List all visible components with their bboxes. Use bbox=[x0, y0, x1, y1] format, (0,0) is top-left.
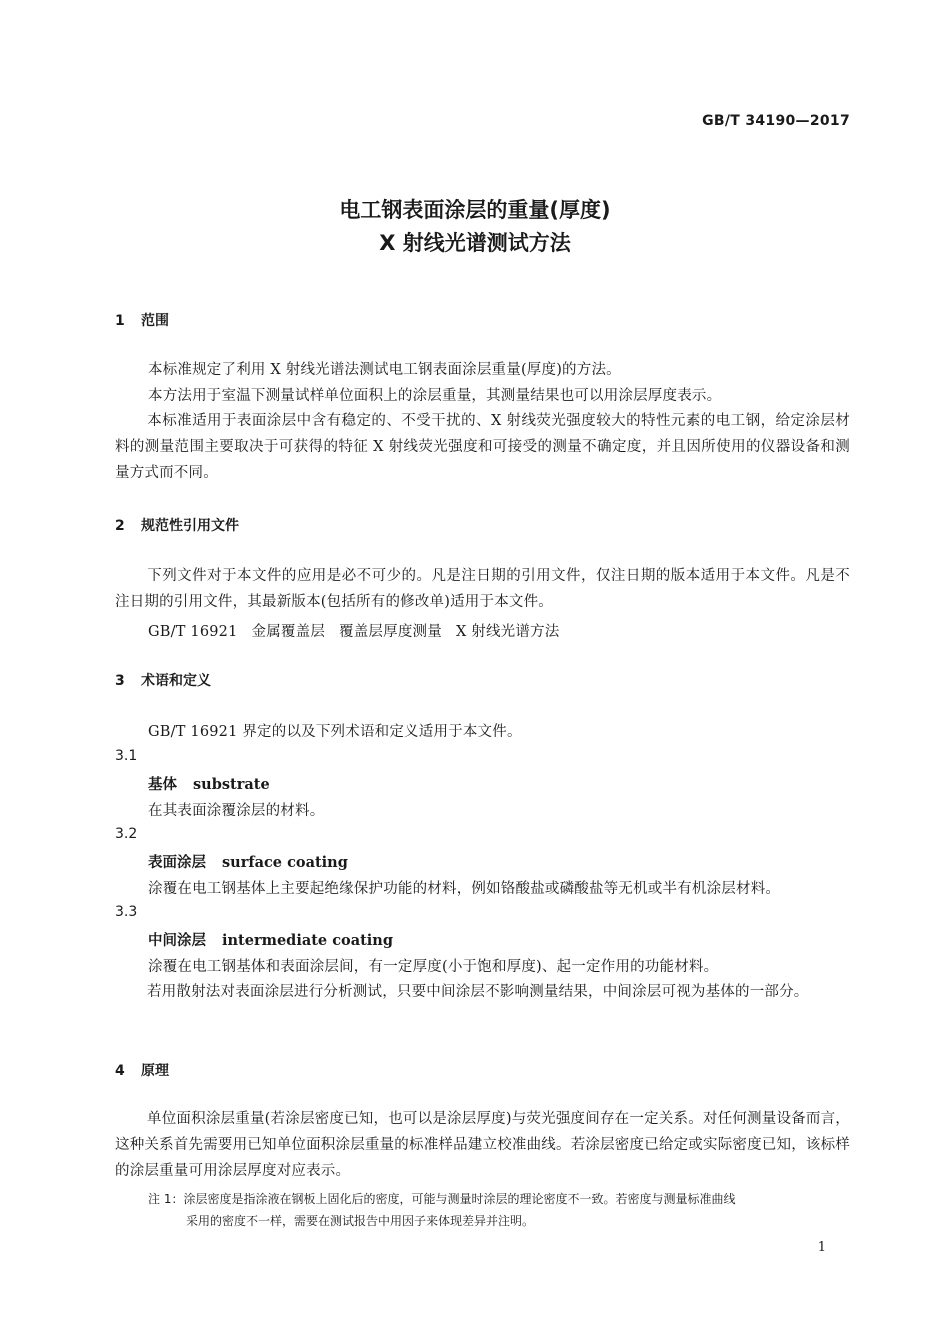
note-label: 注 1： bbox=[148, 1192, 184, 1206]
terms-intro: GB/T 16921 界定的以及下列术语和定义适用于本文件。 bbox=[148, 724, 522, 740]
normative-references-paragraph bbox=[115, 563, 850, 615]
term-1-english: substrate bbox=[193, 776, 270, 793]
section-4-heading bbox=[115, 1060, 169, 1080]
term-1-definition: 在其表面涂覆涂层的材料。 bbox=[148, 803, 325, 819]
term-3-note-text: 若用散射法对表面涂层进行分析测试，只要中间涂层不影响测量结果，中间涂层可视为基体的一部分。 bbox=[147, 984, 809, 1000]
term-3-note bbox=[115, 979, 850, 1005]
reference-entry bbox=[148, 620, 559, 641]
section-title: 规范性引用文件 bbox=[141, 518, 239, 534]
section-number: 4 bbox=[115, 1063, 125, 1079]
reference-title-a: 金属覆盖层 bbox=[251, 624, 326, 640]
term-2-english: surface coating bbox=[222, 854, 348, 871]
section-3-heading bbox=[115, 670, 211, 690]
term-3-definition: 涂覆在电工钢基体和表面涂层间，有一定厚度(小于饱和厚度)、起一定作用的功能材料。 bbox=[148, 959, 719, 975]
term-2 bbox=[148, 851, 348, 872]
scope-paragraph-2: 本方法用于室温下测量试样单位面积上的涂层重量，其测量结果也可以用涂层厚度表示。 bbox=[148, 388, 722, 404]
term-2-definition: 涂覆在电工钢基体上主要起绝缘保护功能的材料，例如铬酸盐或磷酸盐等无机或半有机涂层材料。 bbox=[148, 881, 781, 897]
section-number: 2 bbox=[115, 518, 125, 534]
term-1-number: 3.1 bbox=[115, 748, 138, 764]
term-1-chinese: 基体 bbox=[148, 777, 177, 793]
term-2-number: 3.2 bbox=[115, 826, 138, 842]
principle-paragraph bbox=[115, 1106, 850, 1184]
reference-code: GB/T 16921 bbox=[148, 624, 238, 640]
note-line-2: 采用的密度不一样，需要在测试报告中用因子来体现差异并注明。 bbox=[186, 1214, 535, 1228]
title-line-2: X 射线光谱测试方法 bbox=[379, 231, 571, 255]
section-2-heading bbox=[115, 515, 239, 535]
section-title: 术语和定义 bbox=[141, 673, 211, 689]
section-number: 1 bbox=[115, 313, 125, 329]
section-title: 原理 bbox=[141, 1063, 169, 1079]
scope-paragraph-3 bbox=[115, 408, 850, 486]
page-number: 1 bbox=[817, 1240, 826, 1255]
note-1 bbox=[148, 1188, 851, 1232]
term-2-chinese: 表面涂层 bbox=[148, 855, 206, 871]
standard-number: GB/T 34190—2017 bbox=[702, 113, 850, 129]
term-3-chinese: 中间涂层 bbox=[148, 933, 206, 949]
principle-text: 单位面积涂层重量(若涂层密度已知，也可以是涂层厚度)与荧光强度间存在一定关系。对任何测量设备而言，这种关系首先需要用已知单位面积涂层重量的标准样品建立校准曲线。若涂层密度已给定或实际密度已知，该标样的涂层重量可用涂层厚度对应表示。 bbox=[115, 1111, 850, 1179]
title-line-1: 电工钢表面涂层的重量(厚度) bbox=[339, 198, 611, 222]
section-number: 3 bbox=[115, 673, 125, 689]
scope-paragraph-1: 本标准规定了利用 X 射线光谱法测试电工钢表面涂层重量(厚度)的方法。 bbox=[148, 362, 621, 378]
reference-title-c: X 射线光谱方法 bbox=[455, 624, 560, 640]
section-1-heading bbox=[115, 310, 169, 330]
section-title: 范围 bbox=[141, 313, 169, 329]
term-3-english: intermediate coating bbox=[222, 932, 393, 949]
term-3 bbox=[148, 929, 393, 950]
normative-references-text: 下列文件对于本文件的应用是必不可少的。凡是注日期的引用文件，仅注日期的版本适用于本文件。凡是不注日期的引用文件，其最新版本(包括所有的修改单)适用于本文件。 bbox=[115, 568, 850, 610]
term-1 bbox=[148, 773, 270, 794]
note-line-1: 涂层密度是指涂液在钢板上固化后的密度，可能与测量时涂层的理论密度不一致。若密度与测量标准曲线 bbox=[183, 1192, 736, 1206]
document-title bbox=[0, 194, 950, 260]
scope-paragraph-3-text: 本标准适用于表面涂层中含有稳定的、不受干扰的、X 射线荧光强度较大的特性元素的电工钢，给定涂层材料的测量范围主要取决于可获得的特征 X 射线荧光强度和可接受的测量不确定度，并且因所使用的仪器设备和测量方式而不同。 bbox=[115, 413, 850, 481]
term-3-number: 3.3 bbox=[115, 904, 138, 920]
reference-title-b: 覆盖层厚度测量 bbox=[339, 624, 442, 640]
